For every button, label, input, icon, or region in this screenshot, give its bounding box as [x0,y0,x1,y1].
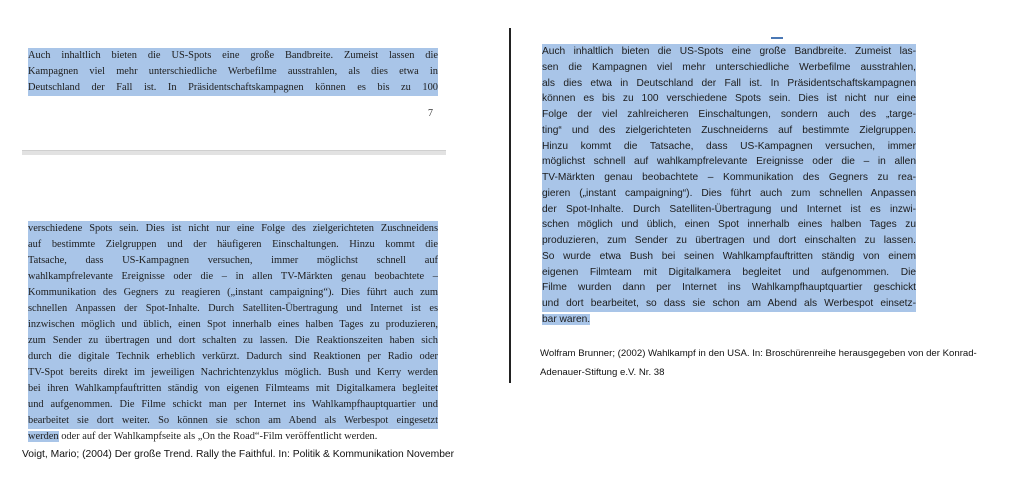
text-line: produzieren, zum Sender zu übertragen und dort einschalten zu lassen. [542,233,916,249]
text-line-last [542,312,916,328]
text-line: zum Sender zu übertragen und dort schalten zu lassen. Die Reaktionszeiten haben sich [28,333,438,349]
text-line: Folge der viel zahlreicheren Einschaltungen, sondern auch des „targe- [542,107,916,123]
left-citation: Voigt, Mario; (2004) Der große Trend. Rally the Faithful. In: Politik & Kommunikation November [22,449,455,460]
text-line: Kommunikation des Gegners zu reagieren („instant campaigning“). Dies führt auch zum [28,285,438,301]
text-line: sen die Kampagnen viel mehr unterschiedliche Werbefilme ausstrahlen, [542,60,916,76]
page-number: 7 [428,108,433,119]
page-break [22,150,446,155]
right-citation-line2: Adenauer-Stiftung e.V. Nr. 38 [540,367,665,378]
text-line: Kampagnen viel mehr unterschiedliche Werbefilme ausstrahlen, als dies etwa in [28,64,438,80]
text-line: Hinzu kommt die Tatsache, dass US-Kampagnen versuchen, immer [542,139,916,155]
text-line: können es bis zu 100 verschiedene Spots sein. Dies ist nicht nur eine [542,91,916,107]
text-line-last [28,429,438,445]
text-line: möglichst schnell auf wahlkampfrelevante Ereignisse oder die – in allen [542,154,916,170]
text-line: schen möglich und üblich, einen Spot innerhalb eines halben Tages zu [542,217,916,233]
text-line: So wurde etwa Bush bei seinen Wahlkampfauftritten ständig von einem [542,249,916,265]
text-line: inzwischen möglich und üblich, einen Spot innerhalb eines halben Tages zu produzieren, [28,317,438,333]
text-line: verschiedene Spots sein. Dies ist nicht nur eine Folge des zielgerichteten Zuschneidens [28,221,438,237]
text-line: eigenen Filmteam mit Digitalkamera begleitet und aufgenommen. Die [542,265,916,281]
highlighted-text: bar waren. [542,313,591,325]
right-citation-line1: Wolfram Brunner; (2002) Wahlkampf in den USA. In: Broschürenreihe herausgegeben von der Konrad- [540,348,977,359]
left-page1-paragraph [28,48,438,96]
text-line: und aufgenommen. Die Filme schickt man per Internet ins Wahlkampfhauptquartier und [28,397,438,413]
vertical-divider [509,28,511,383]
text-line: und dort bearbeitet, so dass sie schon am Abend als Werbespot einsetz- [542,296,916,312]
text-line: Auch inhaltlich bieten die US-Spots eine große Bandbreite. Zumeist lassen die [28,48,438,64]
text-line: als dies etwa in Deutschland der Fall ist. In Präsidentschaftskampagnen [542,76,916,92]
text-line: auf bestimmte Zielgruppen und der häufigeren Einschaltungen. Hinzu kommt die [28,237,438,253]
selection-handle [771,37,783,39]
text-line: Auch inhaltlich bieten die US-Spots eine große Bandbreite. Zumeist las- [542,44,916,60]
text-line: Deutschland der Fall ist. In Präsidentschaftskampagnen können es bis zu 100 [28,80,438,96]
text-line: wahlkampfrelevante Ereignisse oder die – in allen TV-Märkten genau beobachtete – [28,269,438,285]
highlighted-word: werden [28,431,59,442]
text-line: ting“ und des zielgerichteten Zuschneiderns auf bestimmte Zielgruppen. [542,123,916,139]
text-line: durch die digitale Technik erheblich verkürzt. Dadurch sind Reaktionen per Radio oder [28,349,438,365]
text-line: bei ihren Wahlkampfauftritten ständig von eigenen Filmteams mit Digitalkamera begleitet [28,381,438,397]
text-line: Filme wurden dann per Internet ins Wahlkampfhauptquartier geschickt [542,280,916,296]
text-line: bearbeitet sie dort weiter. So können sie schon am Abend als Werbespot eingesetzt [28,413,438,429]
left-page2-paragraph [28,221,438,445]
line-rest: oder auf der Wahlkampfseite als „On the Road“-Film veröffentlicht werden. [58,431,378,442]
text-line: TV-Spot bereits direkt im jeweiligen Nachrichtenzyklus möglich. Bush und Kerry werden [28,365,438,381]
text-line: Tatsache, dass US-Kampagnen versuchen, immer möglichst schnell auf [28,253,438,269]
text-line: schnellen Anpassen der Spot-Inhalte. Durch Satelliten-Übertragung und Internet ist es [28,301,438,317]
text-line: der Spot-Inhalte. Durch Satelliten-Übertragung und Internet ist es inzwi- [542,202,916,218]
text-line: gieren („instant campaigning“). Dies führt auch zum schnellen Anpassen [542,186,916,202]
text-line: TV-Märkten genau beobachtete – Kommunikation des Gegners zu rea- [542,170,916,186]
right-paragraph [542,44,916,328]
